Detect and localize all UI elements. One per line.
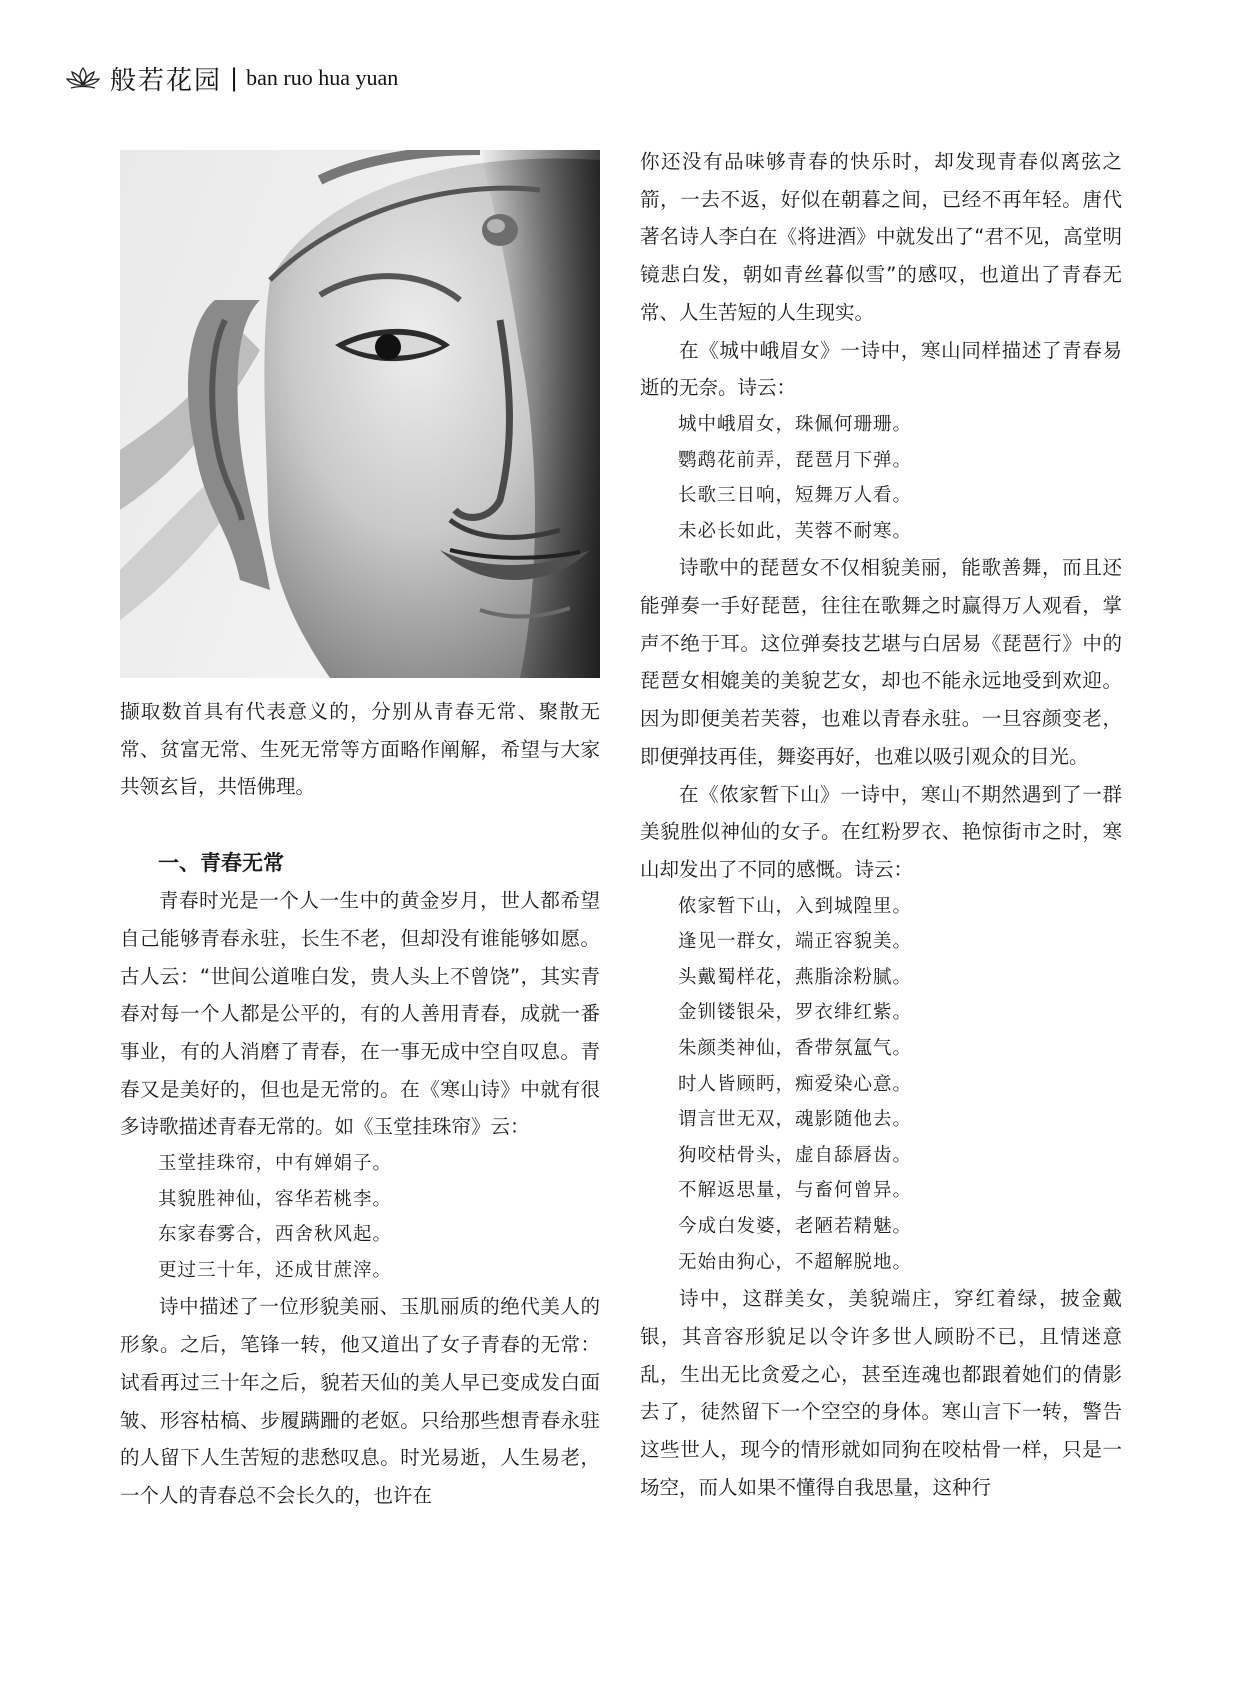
lotus-icon — [66, 64, 100, 92]
poem-line: 鹦鹉花前弄，琵琶月下弹。 — [678, 449, 913, 471]
left-column — [120, 693, 600, 1515]
poem-line: 逢见一群女，端正容貌美。 — [678, 931, 913, 953]
poem-line: 谓言世无双，魂影随他去。 — [678, 1109, 913, 1131]
poem-line: 头戴蜀样花，燕脂涂粉腻。 — [678, 966, 913, 988]
poem-line: 朱颜类神仙，香带氛氲气。 — [678, 1038, 913, 1059]
body-paragraph: 诗歌中的琵琶女不仅相貌美丽，能歌善舞，而且还能弹奏一手好琵琶，往往在歌舞之时赢得万人观看，掌声不绝于耳。这位弹奏技艺堪与白居易《琵琶行》中的琵琶女相媲美的美貌艺女，却也不能永远地受到欢迎。因为即便美若芙蓉，也难以青春永驻。一旦容颜变老，即便弹技再佳，舞姿再好，也难以吸引观众的目光。 — [640, 556, 1122, 768]
right-column — [640, 143, 1122, 1506]
poem-line: 无始由狗心，不超解脱地。 — [678, 1251, 913, 1273]
section-title: 一、青春无常 — [158, 851, 284, 876]
poem-line: 未必长如此，芙蓉不耐寒。 — [678, 520, 913, 542]
body-paragraph: 在《侬家暂下山》一诗中，寒山不期然遇到了一群美貌胜似神仙的女子。在红粉罗衣、艳惊街市之时，寒山却发出了不同的感慨。诗云： — [640, 782, 1122, 881]
poem-line: 不解返思量，与畜何曾异。 — [678, 1180, 913, 1202]
poem-line: 今成白发婆，老陋若精魅。 — [678, 1215, 913, 1237]
body-paragraph: 在《城中峨眉女》一诗中，寒山同样描述了青春易逝的无奈。诗云： — [640, 338, 1122, 400]
poem-line: 城中峨眉女，珠佩何珊珊。 — [678, 413, 913, 435]
body-paragraph: 青春时光是一个人一生中的黄金岁月，世人都希望自己能够青春永驻，长生不老，但却没有谁能够如愿。古人云：“世间公道唯白发，贵人头上不曾饶”，其实青春对每一个人都是公平的，有的人善用青春，成就一番事业，有的人消磨了青春，在一事无成中空自叹息。青春又是美好的，但也是无常的。在《寒山诗》中就有很多诗歌描述青春无常的。如《玉堂挂珠帘》云： — [120, 889, 600, 1139]
poem-block — [640, 889, 1122, 1281]
page-header — [66, 58, 398, 98]
poem-line: 金钏镂银朵，罗衣绯红紫。 — [678, 1002, 913, 1024]
poem-block — [640, 407, 1122, 549]
poem-line: 狗咬枯骨头，虚自舔唇齿。 — [678, 1144, 913, 1166]
poem-line: 玉堂挂珠帘，中有婵娟子。 — [158, 1153, 393, 1175]
poem-block — [120, 1146, 600, 1288]
magazine-title-cn: 般若花园 — [110, 65, 223, 96]
poem-line: 东家春雾合，西舍秋风起。 — [158, 1224, 393, 1246]
body-paragraph: 你还没有品味够青春的快乐时，却发现青春似离弦之箭，一去不返，好似在朝暮之间，已经不再年轻。唐代著名诗人李白在《将进酒》中就发出了“君不见，高堂明镜悲白发，朝如青丝暮似雪”的感叹，也道出了青春无常、人生苦短的人生现实。 — [640, 150, 1122, 324]
poem-line: 更过三十年，还成甘蔗滓。 — [158, 1259, 393, 1281]
body-paragraph: 诗中描述了一位形貌美丽、玉肌丽质的绝代美人的形象。之后，笔锋一转，他又道出了女子青春的无常：试看再过三十年之后，貌若天仙的美人早已变成发白面皱、形容枯槁、步履蹒跚的老妪。只给那些想青春永驻的人留下人生苦短的悲愁叹息。时光易逝，人生易老，一个人的青春总不会长久的，也许在 — [120, 1295, 600, 1507]
magazine-title-en: ban ruo hua yuan — [246, 65, 399, 90]
header-separator: | — [230, 64, 239, 92]
buddha-face-photo — [120, 150, 600, 678]
poem-line: 时人皆顾眄，痴爱染心意。 — [678, 1073, 913, 1095]
intro-paragraph: 撷取数首具有代表意义的，分别从青春无常、聚散无常、贫富无常、生死无常等方面略作阐解，希望与大家共领玄旨，共悟佛理。 — [120, 700, 600, 799]
poem-line: 侬家暂下山，入到城隍里。 — [678, 895, 913, 917]
poem-line: 长歌三日响，短舞万人看。 — [678, 485, 913, 507]
poem-line: 其貌胜神仙，容华若桃李。 — [158, 1188, 393, 1210]
body-paragraph: 诗中，这群美女，美貌端庄，穿红着绿，披金戴银，其音容形貌足以令许多世人顾盼不已，且情迷意乱，生出无比贪爱之心，甚至连魂也都跟着她们的倩影去了，徒然留下一个空空的身体。寒山言下一转，警告这些世人，现今的情形就如同狗在咬枯骨一样，只是一场空，而人如果不懂得自我思量，这种行 — [640, 1287, 1122, 1499]
